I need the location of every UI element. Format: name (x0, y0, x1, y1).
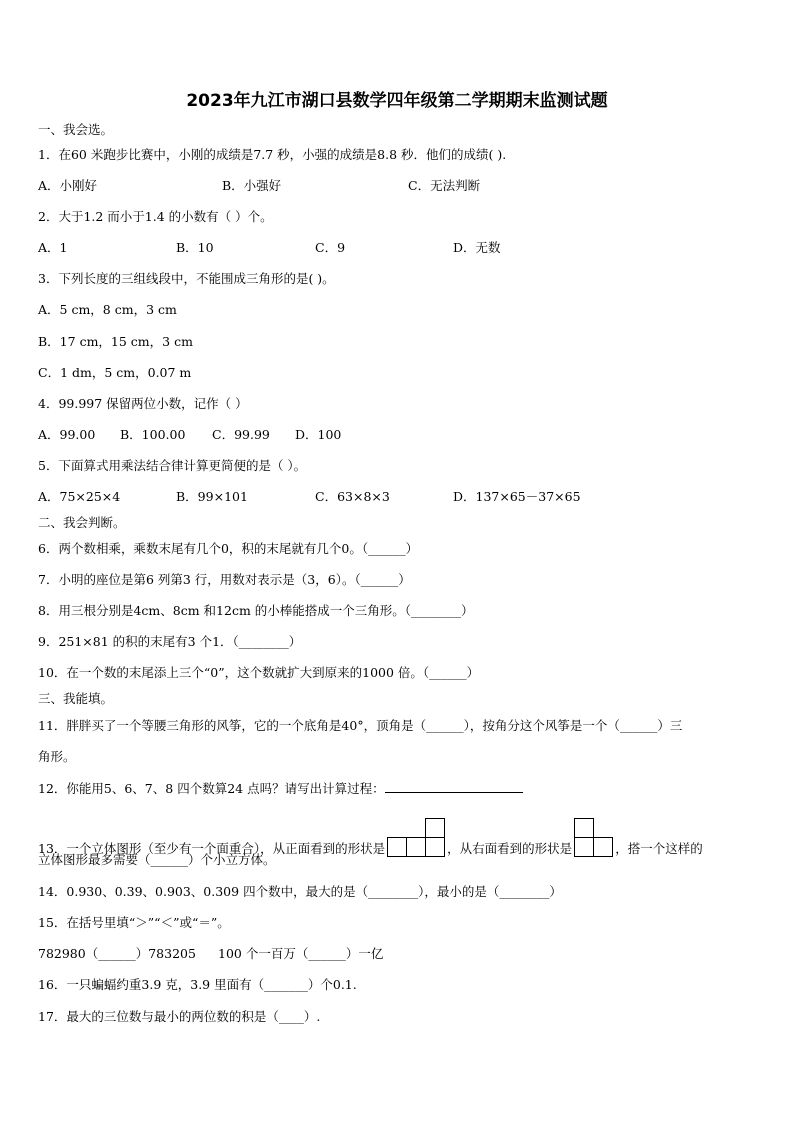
question-4: 4．99.997 保留两位小数，记作（ ） (38, 396, 248, 411)
q3-option-c: C．1 dm，5 cm，0.07 m (38, 365, 192, 380)
question-12-text: 12．你能用5、6、7、8 四个数算24 点吗？请写出计算过程： (38, 781, 385, 796)
q4-option-c: C．99.99 (212, 427, 270, 442)
question-5: 5．下面算式用乘法结合律计算更简便的是（ ）。 (38, 458, 307, 473)
question-3: 3．下列长度的三组线段中，不能围成三角形的是( )。 (38, 271, 335, 286)
q5-option-a: A．75×25×4 (38, 489, 121, 504)
q1-option-c: C．无法判断 (408, 178, 481, 193)
question-15: 15．在括号里填“＞”“＜”或“＝”。 (38, 915, 230, 930)
question-7: 7．小明的座位是第6 列第3 行，用数对表示是（3，6）。（______） (38, 572, 411, 587)
question-16: 16．一只蝙蝠约重3.9 克，3.9 里面有（_______）个0.1. (38, 977, 357, 992)
question-1: 1．在60 米跑步比赛中，小刚的成绩是7.7 秒，小强的成绩是8.8 秒．他们的成绩( ). (38, 147, 507, 162)
q15-comparison-b: 100 个一百万（______）一亿 (218, 946, 384, 961)
q3-option-b: B．17 cm，15 cm，3 cm (38, 334, 193, 349)
q1-option-b: B．小强好 (222, 178, 282, 193)
q2-option-a: A．1 (38, 240, 68, 255)
front-view-shape (387, 818, 445, 857)
question-13-line2: 立体图形最多需要（______）个小立方体。 (38, 852, 276, 867)
q13-text-part2: ，从右面看到的形状是 (447, 841, 573, 856)
section-heading-judge: 二、我会判断。 (38, 515, 126, 530)
q4-option-b: B．100.00 (120, 427, 186, 442)
q4-option-a: A．99.00 (38, 427, 96, 442)
q2-option-d: D．无数 (453, 240, 501, 255)
q5-option-c: C．63×8×3 (315, 489, 390, 504)
answer-blank-line (385, 780, 523, 793)
q2-option-b: B．10 (176, 240, 214, 255)
q5-option-b: B．99×101 (176, 489, 248, 504)
q15-comparison-a: 782980（______）783205 (38, 946, 196, 961)
question-10: 10．在一个数的末尾添上三个“0”，这个数就扩大到原来的1000 倍。（______） (38, 665, 480, 680)
question-17: 17．最大的三位数与最小的两位数的积是（____）. (38, 1009, 321, 1024)
section-heading-choose: 一、我会选。 (38, 122, 114, 137)
question-11-line2: 角形。 (38, 749, 76, 764)
section-heading-fill: 三、我能填。 (38, 691, 114, 706)
question-14: 14．0.930、0.39、0.903、0.309 四个数中，最大的是（________），最小的是（________） (38, 884, 562, 899)
q2-option-c: C．9 (315, 240, 346, 255)
q13-text-part3: ，搭一个这样的 (615, 841, 703, 856)
question-12 (38, 780, 523, 797)
q13-text-part1: 13．一个立体图形（至少有一个面重合），从正面看到的形状是 (38, 841, 386, 856)
q4-option-d: D．100 (295, 427, 342, 442)
question-9: 9．251×81 的积的末尾有3 个1．（________） (38, 634, 302, 649)
question-6: 6．两个数相乘，乘数末尾有几个0，积的末尾就有几个0。（______） (38, 541, 419, 556)
question-2: 2．大于1.2 而小于1.4 的小数有（ ）个。 (38, 209, 273, 224)
q3-option-a: A．5 cm，8 cm，3 cm (38, 302, 177, 317)
q5-option-d: D．137×65－37×65 (453, 489, 581, 504)
question-11-line1: 11．胖胖买了一个等腰三角形的风筝，它的一个底角是40°，顶角是（______），按角分这个风筝是一个（______）三 (38, 718, 683, 733)
right-view-shape (574, 818, 613, 857)
question-8: 8．用三根分别是4cm、8cm 和12cm 的小棒能搭成一个三角形。（________） (38, 603, 474, 618)
q1-option-a: A．小刚好 (38, 178, 98, 193)
page-title: 2023年九江市湖口县数学四年级第二学期期末监测试题 (186, 91, 608, 111)
